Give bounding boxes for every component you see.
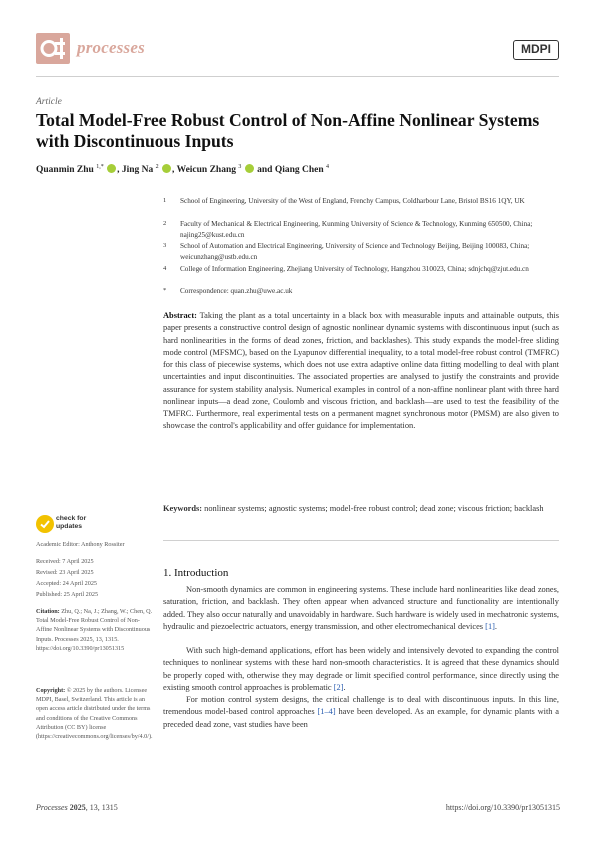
affiliation: College of Information Engineering, Zhejiang University of Technology, Hangzhou 310023, China; sdnjchq@zjut.edu.cn [180,265,529,273]
citation-link[interactable]: [1–4] [317,707,336,717]
correspondence[interactable]: Correspondence: quan.zhu@uwe.ac.uk [180,287,293,295]
check-for-updates-icon[interactable] [36,515,54,533]
footer-volume: , 13, 1315 [85,803,118,812]
keywords-text: nonlinear systems; agnostic systems; model-free robust control; dead zone; viscous friction; backlash [204,504,544,513]
affiliation: School of Automation and Electrical Engineering, University of Science and Technology Beijing, Beijing 100083, China; weicunzhang@ustb.edu.cn [180,242,530,261]
intro-paragraph [163,584,559,633]
affiliation-number: 2 [163,220,167,227]
author-affiliation-mark: 1,* [96,164,104,170]
check-for-updates-button[interactable] [56,515,86,531]
intro-paragraph [163,645,559,694]
academic-editor: Academic Editor: Anthony Rossiter [36,541,125,548]
author-name[interactable]: Qiang Chen [274,165,324,176]
author-list [36,164,329,175]
author-separator: , [172,165,175,176]
author-separator: , [117,165,120,176]
journal-logo [36,33,70,64]
abstract-label: Abstract: [163,311,197,320]
header-divider [36,76,559,77]
date-received: Received: 7 April 2025 [36,558,94,565]
footer-journal: Processes [36,803,68,812]
article-title: Total Model-Free Robust Control of Non-Affine Nonlinear Systems with Discontinuous Inputs [36,110,540,151]
journal-name: processes [77,38,145,57]
copyright-block [36,686,154,741]
copyright-text: © 2025 by the authors. Licensee MDPI, Basel, Switzerland. This article is an open access article distributed under the terms and conditions of the Creative Commons Attribution (CC BY) license (https://creativecommons.org/licenses/by/4.0/). [36,687,153,741]
citation-block [36,607,154,653]
author-affiliation-mark: 2 [155,164,159,170]
check-for-updates-line2: updates [56,522,83,530]
affiliation-number: 4 [163,265,167,272]
author-affiliation-mark: 3 [238,164,242,170]
orcid-icon[interactable] [245,164,254,173]
paragraph-end: . [494,621,498,631]
affiliation-number: 1 [163,197,167,204]
paragraph-text: For motion control system designs, the critical challenge is to deal with discontinuous inputs. In this line, tremendous model-based control approaches [163,695,559,717]
keywords-label: Keywords: [163,504,203,513]
keywords-divider [163,540,559,541]
author-name[interactable]: Quanmin Zhu [36,165,94,176]
citation-link[interactable]: [1] [485,621,495,631]
keywords [163,503,559,515]
abstract [163,310,559,433]
footer-doi[interactable]: https://doi.org/10.3390/pr13051315 [445,803,560,812]
citation-link[interactable]: [2] [333,682,344,692]
citation-label: Citation: [36,608,60,615]
date-accepted: Accepted: 24 April 2025 [36,580,98,587]
author-conjunction: and [257,165,273,176]
footer-citation [36,803,118,812]
footer-year: 2025 [69,803,86,812]
affiliation: School of Engineering, University of the West of England, Frenchy Campus, Coldharbour Lane, Bristol BS16 1QY, UK [180,197,525,205]
paragraph-text: have been developed. As an example, for dynamic plants with a preceded dead zone, vast studies have been [163,707,560,729]
orcid-icon[interactable] [162,164,171,173]
abstract-text: Taking the plant as a total uncertainty in a black box with measurable inputs and attainable outputs, this paper presents a constructive control design of agnostic nonlinear dynamic systems with discontinuous input (such as hard nonlinearities in the forms of dead zones, friction, and backlashes). This study expands the model-free sliding mode control (MFSMC), based on the Lyapunov differential inequality, to a total model-free robust control (TMFRC) for this class of piecewise systems, which does not use extra adaptive online data fitting modelling to deal with plant uncertainties and input discontinuities. The associated properties are analysed to justify the constraints and provide assurance for system stability analysis. Numerical examples in control of a non-affine nonlinear plant with three hard nonlinear inputs—a dead zone, Coulomb and viscous friction, and backlash—are used to test the feasibility of the TMFRC. Furthermore, real experimental tests on a permanent magnet synchronous motor (PMSM) are also given to showcase the control's applicability and offer guidance for implementation. [163,311,559,431]
paragraph-text: With such high-demand applications, effort has been widely and intensively devoted to expanding the control techniques to nonlinear systems with these hard non-smooth characteristics. It is agreed that these dynamics should be properly coped with, otherwise they may degrade or limit specified control performance, since directly using the existing smooth control approaches is problematic [163,646,559,692]
affiliation-number: 3 [163,242,167,249]
author-affiliation-mark: 4 [326,164,330,170]
article-type: Article [36,97,62,107]
author-name[interactable]: Weicun Zhang [176,165,236,176]
check-for-updates-line1: check for [56,515,87,522]
date-published: Published: 25 April 2025 [36,591,99,598]
date-revised: Revised: 23 April 2025 [36,569,94,576]
copyright-label: Copyright: [36,687,66,694]
publisher-name: MDPI [521,42,551,56]
section-heading: 1. Introduction [163,567,229,579]
paragraph-text: Non-smooth dynamics are common in engineering systems. These include hard nonlinearities like dead zones, saturation, friction, and backlash. They often appear when advanced structure and functionality are intentionally added. They also occur naturally and unavoidably in hardware. Such hardware is widely used in mechatronic systems, hydraulic and piezoelectric actuators, energy transmission, and other electromechanical devices [163,585,559,631]
paragraph-end: . [343,682,346,692]
intro-paragraph [163,694,559,731]
affiliation: Faculty of Mechanical & Electrical Engineering, Kunming University of Science & Technology, Kunming 650500, China; najing25@kust.edu.cn [180,220,533,239]
author-name[interactable]: Jing Na [121,165,154,176]
orcid-icon[interactable] [107,164,116,173]
citation-text[interactable]: Zhu, Q.; Na, J.; Zhang, W.; Chen, Q. Total Model-Free Robust Control of Non-Affine Nonlinear Systems with Discontinuous Inputs. Processes 2025, 13, 1315. https://doi.org/10.3390/pr13051315 [36,608,153,652]
affiliation-number: * [163,287,167,294]
